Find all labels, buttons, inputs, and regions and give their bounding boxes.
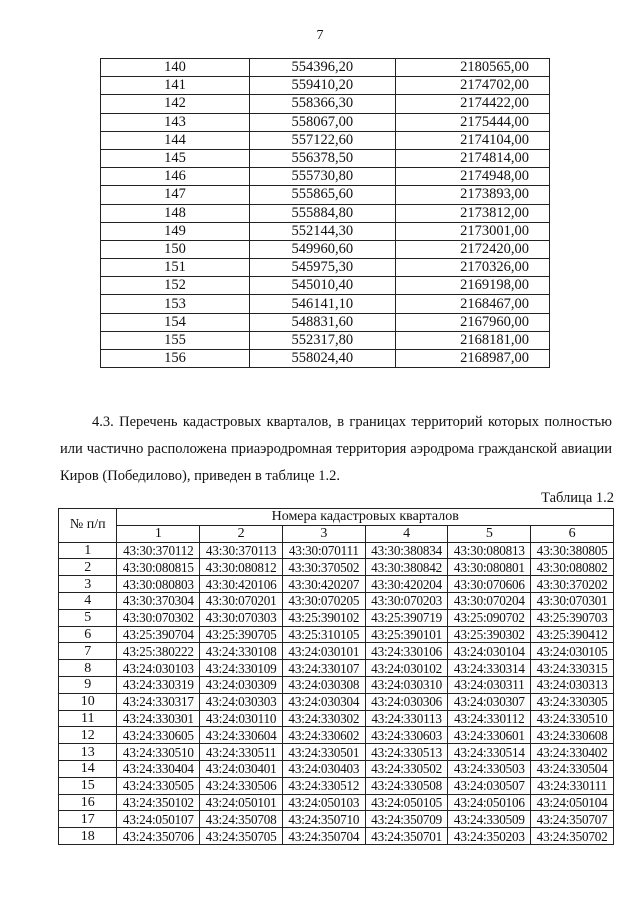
coord-x: 548831,60 (249, 313, 395, 331)
cadastral-quarter-number: 43:24:330113 (365, 710, 448, 727)
row-number: 14 (59, 760, 117, 777)
cadastral-quarter-number: 43:24:330315 (531, 660, 614, 677)
table-row (59, 559, 614, 576)
coordinate-table-body (101, 59, 550, 368)
cadastral-quarter-number: 43:24:030304 (282, 693, 365, 710)
table-row (101, 95, 550, 113)
table-row (101, 168, 550, 186)
point-number: 151 (101, 259, 250, 277)
point-number: 140 (101, 59, 250, 77)
coord-x: 545975,30 (249, 259, 395, 277)
column-number-header: 5 (448, 525, 531, 542)
cadastral-quarter-number: 43:24:050107 (117, 811, 200, 828)
coord-x: 545010,40 (249, 277, 395, 295)
row-number: 11 (59, 710, 117, 727)
cadastral-quarter-number: 43:24:030401 (200, 760, 283, 777)
coord-y: 2173001,00 (395, 222, 549, 240)
cadastral-quarter-number: 43:24:030105 (531, 643, 614, 660)
cadastral-quarter-number: 43:30:420207 (282, 576, 365, 593)
point-number: 156 (101, 350, 250, 368)
table-row (101, 313, 550, 331)
column-number-header: 4 (365, 525, 448, 542)
cadastral-quarter-number: 43:30:070201 (200, 592, 283, 609)
coord-y: 2168987,00 (395, 350, 549, 368)
coord-y: 2174702,00 (395, 77, 549, 95)
cadastral-quarter-number: 43:30:420204 (365, 576, 448, 593)
cadastral-quarter-number: 43:24:330109 (200, 660, 283, 677)
table-row (59, 710, 614, 727)
column-number-header: 2 (200, 525, 283, 542)
cadastral-quarter-number: 43:24:330514 (448, 744, 531, 761)
cadastral-quarter-number: 43:24:330512 (282, 777, 365, 794)
cadastral-quarter-number: 43:24:330402 (531, 744, 614, 761)
cadastral-quarter-number: 43:24:330106 (365, 643, 448, 660)
table-row (59, 760, 614, 777)
table-row (101, 77, 550, 95)
cadastral-header-row (59, 509, 614, 526)
table-row (101, 295, 550, 313)
point-number: 153 (101, 295, 250, 313)
cadastral-quarter-number: 43:24:350708 (200, 811, 283, 828)
row-number: 7 (59, 643, 117, 660)
cadastral-quarter-number: 43:24:350102 (117, 794, 200, 811)
coord-x: 555884,80 (249, 204, 395, 222)
cadastral-quarter-number: 43:24:030507 (448, 777, 531, 794)
row-number: 4 (59, 592, 117, 609)
row-number: 3 (59, 576, 117, 593)
cadastral-quarter-number: 43:24:330504 (531, 760, 614, 777)
point-number: 154 (101, 313, 250, 331)
coord-x: 554396,20 (249, 59, 395, 77)
point-number: 148 (101, 204, 250, 222)
table-row (59, 811, 614, 828)
point-number: 150 (101, 240, 250, 258)
cadastral-quarter-number: 43:30:080815 (117, 559, 200, 576)
coord-y: 2168467,00 (395, 295, 549, 313)
cadastral-quarter-number: 43:24:330601 (448, 727, 531, 744)
cadastral-quarter-number: 43:30:070205 (282, 592, 365, 609)
cadastral-quarter-number: 43:24:330608 (531, 727, 614, 744)
table-row (59, 693, 614, 710)
cadastral-quarter-number: 43:24:330305 (531, 693, 614, 710)
row-number: 13 (59, 744, 117, 761)
table-row (101, 59, 550, 77)
coord-y: 2173893,00 (395, 186, 549, 204)
point-number: 146 (101, 168, 250, 186)
table-row (59, 542, 614, 559)
point-number: 145 (101, 149, 250, 167)
cadastral-quarter-number: 43:25:390719 (365, 609, 448, 626)
coord-x: 559410,20 (249, 77, 395, 95)
column-number-header: 6 (531, 525, 614, 542)
cadastral-quarter-number: 43:24:330319 (117, 676, 200, 693)
table-row (101, 277, 550, 295)
table-row (59, 727, 614, 744)
row-number: 8 (59, 660, 117, 677)
cadastral-quarter-number: 43:24:330603 (365, 727, 448, 744)
coord-y: 2167960,00 (395, 313, 549, 331)
cadastral-quarter-number: 43:24:330505 (117, 777, 200, 794)
coord-x: 552317,80 (249, 331, 395, 349)
cadastral-quarter-number: 43:25:390705 (200, 626, 283, 643)
coord-y: 2174104,00 (395, 131, 549, 149)
table-row (101, 149, 550, 167)
cadastral-quarter-number: 43:24:350709 (365, 811, 448, 828)
cadastral-quarter-number: 43:24:030110 (200, 710, 283, 727)
cadastral-quarter-number: 43:24:350701 (365, 828, 448, 845)
cadastral-quarter-number: 43:30:080813 (448, 542, 531, 559)
coord-y: 2172420,00 (395, 240, 549, 258)
cadastral-quarter-number: 43:25:090702 (448, 609, 531, 626)
cadastral-quarter-number: 43:24:330317 (117, 693, 200, 710)
cadastral-quarter-number: 43:30:070302 (117, 609, 200, 626)
column-number-header: 1 (117, 525, 200, 542)
header-row-number (59, 509, 117, 543)
table-row (101, 113, 550, 131)
coord-y: 2180565,00 (395, 59, 549, 77)
cadastral-quarter-number: 43:24:030303 (200, 693, 283, 710)
row-number: 10 (59, 693, 117, 710)
cadastral-quarter-number: 43:24:330508 (365, 777, 448, 794)
coordinate-table (100, 58, 550, 368)
point-number: 141 (101, 77, 250, 95)
coord-x: 555865,60 (249, 186, 395, 204)
cadastral-quarter-number: 43:24:350702 (531, 828, 614, 845)
coord-x: 558067,00 (249, 113, 395, 131)
cadastral-quarter-number: 43:24:330301 (117, 710, 200, 727)
cadastral-quarter-number: 43:24:330107 (282, 660, 365, 677)
cadastral-quarter-number: 43:24:330510 (117, 744, 200, 761)
table-row (59, 626, 614, 643)
cadastral-quarter-number: 43:25:310105 (282, 626, 365, 643)
table-row (59, 744, 614, 761)
point-number: 143 (101, 113, 250, 131)
cadastral-quarter-number: 43:30:080803 (117, 576, 200, 593)
cadastral-quarter-number: 43:24:330501 (282, 744, 365, 761)
row-number: 12 (59, 727, 117, 744)
cadastral-quarter-number: 43:24:030308 (282, 676, 365, 693)
coord-y: 2174814,00 (395, 149, 549, 167)
cadastral-quarter-number: 43:30:070301 (531, 592, 614, 609)
cadastral-quarter-number: 43:24:330108 (200, 643, 283, 660)
coord-y: 2169198,00 (395, 277, 549, 295)
row-number: 2 (59, 559, 117, 576)
row-number: 16 (59, 794, 117, 811)
table-caption: Таблица 1.2 (541, 490, 614, 506)
cadastral-quarter-number: 43:24:330111 (531, 777, 614, 794)
point-number: 147 (101, 186, 250, 204)
table-row (59, 643, 614, 660)
table-row (59, 609, 614, 626)
cadastral-quarter-number: 43:24:030313 (531, 676, 614, 693)
cadastral-quarter-number: 43:24:330513 (365, 744, 448, 761)
cadastral-quarter-number: 43:30:070203 (365, 592, 448, 609)
row-number: 15 (59, 777, 117, 794)
coord-x: 552144,30 (249, 222, 395, 240)
cadastral-quarter-number: 43:24:030310 (365, 676, 448, 693)
cadastral-quarter-number: 43:24:330506 (200, 777, 283, 794)
coord-x: 556378,50 (249, 149, 395, 167)
cadastral-table-head (59, 509, 614, 543)
cadastral-quarter-number: 43:24:050105 (365, 794, 448, 811)
cadastral-quarter-number: 43:24:030102 (365, 660, 448, 677)
coord-x: 558024,40 (249, 350, 395, 368)
row-number: 1 (59, 542, 117, 559)
cadastral-quarter-number: 43:24:050104 (531, 794, 614, 811)
cadastral-quarter-number: 43:24:330314 (448, 660, 531, 677)
coord-x: 549960,60 (249, 240, 395, 258)
table-row (101, 186, 550, 204)
coord-x: 546141,10 (249, 295, 395, 313)
coord-y: 2173812,00 (395, 204, 549, 222)
table-row (101, 350, 550, 368)
cadastral-quarter-number: 43:25:390412 (531, 626, 614, 643)
cadastral-quarter-number: 43:24:030306 (365, 693, 448, 710)
table-row (59, 777, 614, 794)
cadastral-quarter-number: 43:30:070606 (448, 576, 531, 593)
coord-y: 2174948,00 (395, 168, 549, 186)
coord-y: 2174422,00 (395, 95, 549, 113)
cadastral-quarter-number: 43:30:070111 (282, 542, 365, 559)
point-number: 144 (101, 131, 250, 149)
cadastral-quarter-number: 43:25:380222 (117, 643, 200, 660)
cadastral-quarter-number: 43:30:380842 (365, 559, 448, 576)
section-paragraph: 4.3. Перечень кадастровых кварталов, в границах территорий которых полностью или частично расположена приаэродромная территория аэродрома гражданской авиации Киров (Победилово), приведен в таблице 1.2. (60, 414, 612, 484)
cadastral-quarter-number: 43:30:370502 (282, 559, 365, 576)
cadastral-quarter-number: 43:24:030311 (448, 676, 531, 693)
cadastral-quarter-number: 43:24:050106 (448, 794, 531, 811)
table-row (101, 331, 550, 349)
cadastral-quarter-number: 43:30:070204 (448, 592, 531, 609)
cadastral-quarter-number: 43:30:370202 (531, 576, 614, 593)
cadastral-quarter-number: 43:30:380805 (531, 542, 614, 559)
cadastral-quarter-number: 43:24:350704 (282, 828, 365, 845)
cadastral-quarter-number: 43:30:380834 (365, 542, 448, 559)
row-number: 17 (59, 811, 117, 828)
table-row (101, 222, 550, 240)
point-number: 152 (101, 277, 250, 295)
row-number: 6 (59, 626, 117, 643)
row-number: 5 (59, 609, 117, 626)
coord-x: 558366,30 (249, 95, 395, 113)
cadastral-quarter-number: 43:25:390704 (117, 626, 200, 643)
cadastral-quarter-number: 43:24:330112 (448, 710, 531, 727)
cadastral-quarter-number: 43:25:390302 (448, 626, 531, 643)
cadastral-quarter-number: 43:24:350706 (117, 828, 200, 845)
coord-x: 557122,60 (249, 131, 395, 149)
cadastral-quarter-number: 43:24:050103 (282, 794, 365, 811)
cadastral-quarter-number: 43:30:080801 (448, 559, 531, 576)
cadastral-table-body (59, 542, 614, 844)
cadastral-quarter-number: 43:30:080802 (531, 559, 614, 576)
cadastral-quarter-number: 43:24:350710 (282, 811, 365, 828)
cadastral-quarter-number: 43:24:030307 (448, 693, 531, 710)
table-row (59, 828, 614, 845)
cadastral-column-numbers-row (59, 525, 614, 542)
point-number: 149 (101, 222, 250, 240)
cadastral-quarter-number: 43:24:330511 (200, 744, 283, 761)
row-number: 18 (59, 828, 117, 845)
header-cadastral-numbers: Номера кадастровых кварталов (117, 509, 614, 526)
coord-x: 555730,80 (249, 168, 395, 186)
cadastral-quarter-number: 43:30:370304 (117, 592, 200, 609)
coord-y: 2168181,00 (395, 331, 549, 349)
cadastral-quarter-number: 43:24:330604 (200, 727, 283, 744)
cadastral-quarter-number: 43:25:390101 (365, 626, 448, 643)
cadastral-quarter-number: 43:24:030103 (117, 660, 200, 677)
row-number: 9 (59, 676, 117, 693)
cadastral-quarter-number: 43:24:330509 (448, 811, 531, 828)
cadastral-quarter-number: 43:24:330503 (448, 760, 531, 777)
cadastral-quarter-number: 43:24:030403 (282, 760, 365, 777)
table-row (59, 794, 614, 811)
page-number: 7 (316, 28, 324, 43)
cadastral-quarter-number: 43:30:370112 (117, 542, 200, 559)
cadastral-quarter-number: 43:25:390703 (531, 609, 614, 626)
header-no-label: № п/п (69, 517, 106, 533)
cadastral-quarter-number: 43:24:330404 (117, 760, 200, 777)
cadastral-quarter-number: 43:24:350707 (531, 811, 614, 828)
cadastral-quarter-number: 43:30:070303 (200, 609, 283, 626)
cadastral-quarter-number: 43:30:420106 (200, 576, 283, 593)
table-row (59, 660, 614, 677)
cadastral-table (58, 508, 614, 845)
cadastral-quarter-number: 43:24:330605 (117, 727, 200, 744)
cadastral-quarter-number: 43:30:370113 (200, 542, 283, 559)
cadastral-quarter-number: 43:24:330302 (282, 710, 365, 727)
table-row (59, 576, 614, 593)
table-row (59, 676, 614, 693)
point-number: 155 (101, 331, 250, 349)
column-number-header: 3 (282, 525, 365, 542)
cadastral-quarter-number: 43:24:330602 (282, 727, 365, 744)
cadastral-quarter-number: 43:24:030104 (448, 643, 531, 660)
cadastral-quarter-number: 43:24:330510 (531, 710, 614, 727)
table-row (101, 259, 550, 277)
table-row (101, 131, 550, 149)
point-number: 142 (101, 95, 250, 113)
cadastral-quarter-number: 43:24:030309 (200, 676, 283, 693)
cadastral-quarter-number: 43:25:390102 (282, 609, 365, 626)
coord-y: 2170326,00 (395, 259, 549, 277)
cadastral-quarter-number: 43:30:080812 (200, 559, 283, 576)
cadastral-quarter-number: 43:24:350705 (200, 828, 283, 845)
table-row (59, 592, 614, 609)
cadastral-quarter-number: 43:24:350203 (448, 828, 531, 845)
table-row (101, 240, 550, 258)
cadastral-quarter-number: 43:24:330502 (365, 760, 448, 777)
coord-y: 2175444,00 (395, 113, 549, 131)
cadastral-quarter-number: 43:24:030101 (282, 643, 365, 660)
cadastral-quarter-number: 43:24:050101 (200, 794, 283, 811)
table-row (101, 204, 550, 222)
